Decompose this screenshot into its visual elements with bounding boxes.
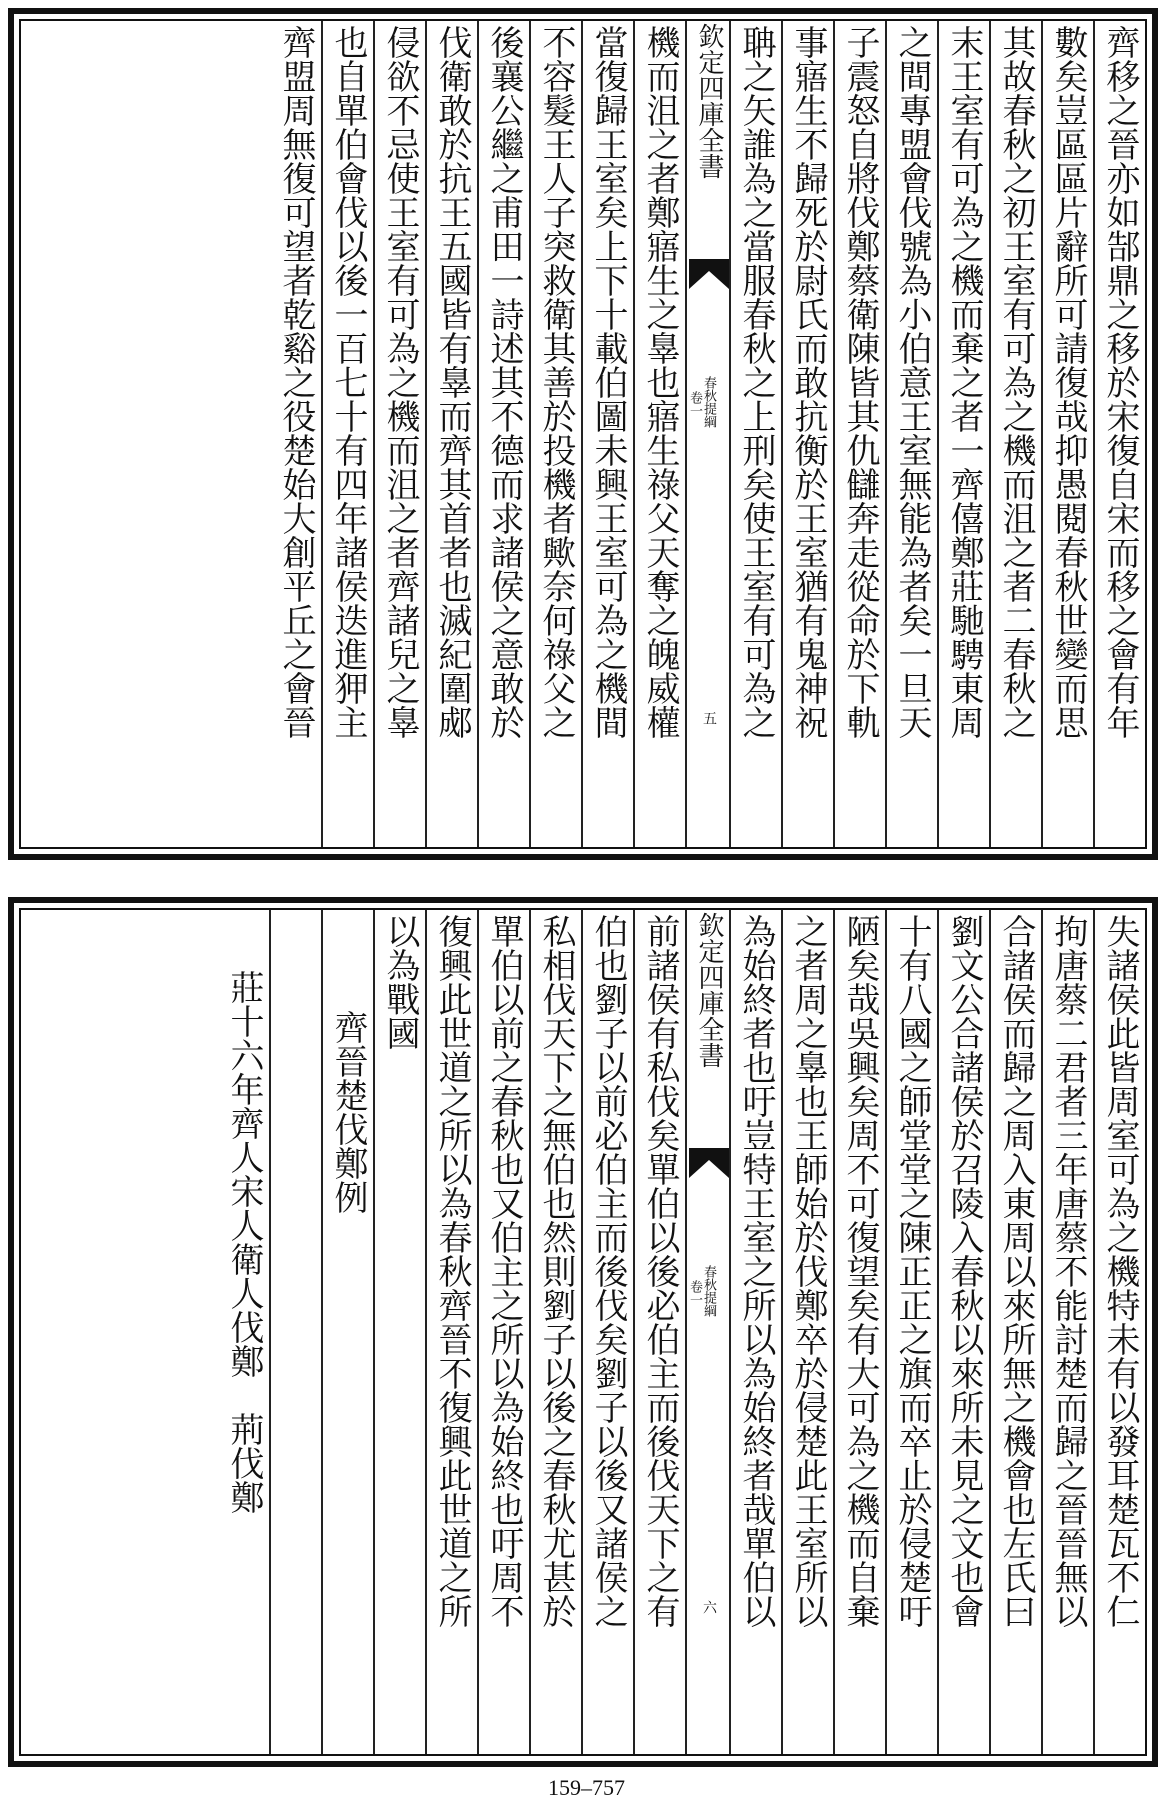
text-column	[937, 21, 989, 847]
column-text: 後襄公繼之甫田一詩述其不德而求諸侯之意敢於	[484, 25, 524, 739]
fold-title: 春秋提綱	[701, 376, 716, 428]
text-column	[781, 910, 833, 1754]
column-text: 伐衛敢於抗王五國皆有辠而齊其首者也滅紀圍郕	[432, 25, 472, 739]
column-text: 齊移之晉亦如郜鼎之移於宋復自宋而移之會有年	[1100, 25, 1140, 739]
section-heading-column	[321, 910, 373, 1754]
fishtail-mark-icon	[689, 1148, 729, 1178]
column-text: 伯也劉子以前必伯主而後伐矣劉子以後又諸侯之	[588, 914, 628, 1628]
column-text: 前諸侯有私伐矣單伯以後必伯主而後伐天下之有	[640, 914, 680, 1628]
column-text: 聃之矢誰為之當服春秋之上刑矣使王室有可為之	[736, 25, 776, 739]
entry-text: 莊十六年齊人宋人衛人伐鄭 荊伐鄭	[224, 970, 264, 1514]
text-column	[833, 910, 885, 1754]
text-column	[425, 21, 477, 847]
text-column	[989, 21, 1041, 847]
page-number: 六	[701, 1600, 717, 1614]
column-text: 也自單伯會伐以後一百七十有四年諸侯迭進狎主	[328, 25, 368, 739]
column-text: 以為戰國	[380, 914, 420, 1050]
text-column	[633, 21, 685, 847]
page-number: 五	[701, 711, 717, 725]
entry-column	[217, 910, 269, 1754]
column-text: 陋矣哉吳興矣周不可復望矣有大可為之機而自棄	[840, 914, 880, 1628]
fishtail-mark-icon	[689, 259, 729, 289]
top-page	[8, 8, 1158, 860]
text-column	[373, 21, 425, 847]
blank-column	[269, 910, 321, 1754]
column-text: 私相伐天下之無伯也然則劉子以後之春秋尤甚於	[536, 914, 576, 1628]
text-column	[581, 910, 633, 1754]
column-text: 數矣豈區區片辭所可請復哉抑愚閱春秋世變而思	[1048, 25, 1088, 739]
page-caption: 159–757	[548, 1775, 625, 1800]
column-text: 事寤生不歸死於尉氏而敢抗衡於王室猶有鬼神祝	[788, 25, 828, 739]
bottom-page	[8, 897, 1158, 1767]
text-column	[269, 21, 321, 847]
column-text: 失諸侯此皆周室可為之機特未有以發耳楚瓦不仁	[1100, 914, 1140, 1628]
text-column	[781, 21, 833, 847]
column-text: 之間專盟會伐號為小伯意王室無能為者矣一旦天	[892, 25, 932, 739]
text-column	[477, 910, 529, 1754]
fold-title: 春秋提綱	[701, 1265, 716, 1317]
text-column	[937, 910, 989, 1754]
column-text: 劉文公合諸侯於召陵入春秋以來所未見之文也會	[944, 914, 984, 1628]
book-title: 欽定四庫全書	[694, 912, 724, 1068]
text-column	[529, 21, 581, 847]
column-text: 機而沮之者鄭寤生之辠也寤生祿父天奪之魄威權	[640, 25, 680, 739]
text-column	[989, 910, 1041, 1754]
column-text: 不容髮王人子突救衛其善於投機者歟奈何祿父之	[536, 25, 576, 739]
column-text: 之者周之辠也王師始於伐鄭卒於侵楚此王室所以	[788, 914, 828, 1628]
text-column	[373, 910, 425, 1754]
bottom-page-frame	[19, 908, 1147, 1756]
column-text: 齊盟周無復可望者乾谿之役楚始大創平丘之會晉	[276, 25, 316, 739]
text-column	[477, 21, 529, 847]
center-fold	[685, 910, 729, 1754]
text-column	[885, 910, 937, 1754]
text-column	[581, 21, 633, 847]
text-column	[833, 21, 885, 847]
column-text: 侵欲不忌使王室有可為之機而沮之者齊諸兒之辠	[380, 25, 420, 739]
top-page-frame	[19, 19, 1147, 849]
column-text: 為始終者也吁豈特王室之所以為始終者哉單伯以	[736, 914, 776, 1628]
text-column	[321, 21, 373, 847]
center-fold	[685, 21, 729, 847]
column-text: 拘唐蔡二君者三年唐蔡不能討楚而歸之晉晉無以	[1048, 914, 1088, 1628]
column-text: 單伯以前之春秋也又伯主之所以為始終也吁周不	[484, 914, 524, 1628]
text-column	[1093, 910, 1145, 1754]
column-text: 復興此世道之所以為春秋齊晉不復興此世道之所	[432, 914, 472, 1628]
text-column	[425, 910, 477, 1754]
text-column	[1041, 910, 1093, 1754]
text-column	[729, 21, 781, 847]
text-column	[1041, 21, 1093, 847]
column-text: 末王室有可為之機而棄之者一齊僖鄭莊馳騁東周	[944, 25, 984, 739]
text-column	[729, 910, 781, 1754]
fold-juan: 卷一	[687, 391, 702, 417]
text-column	[633, 910, 685, 1754]
column-text: 合諸侯而歸之周入東周以來所無之機會也左氏曰	[996, 914, 1036, 1628]
book-title: 欽定四庫全書	[694, 23, 724, 179]
column-text: 當復歸王室矣上下十載伯圖未興王室可為之機間	[588, 25, 628, 739]
text-column	[1093, 21, 1145, 847]
column-text: 十有八國之師堂堂之陳正正之旗而卒止於侵楚吁	[892, 914, 932, 1628]
text-column	[529, 910, 581, 1754]
fold-juan: 卷一	[687, 1280, 702, 1306]
column-text: 其故春秋之初王室有可為之機而沮之者二春秋之	[996, 25, 1036, 739]
section-heading: 齊晉楚伐鄭例	[328, 1010, 368, 1214]
text-column	[885, 21, 937, 847]
column-text: 子震怒自將伐鄭蔡衛陳皆其仇讎奔走從命於下軌	[840, 25, 880, 739]
